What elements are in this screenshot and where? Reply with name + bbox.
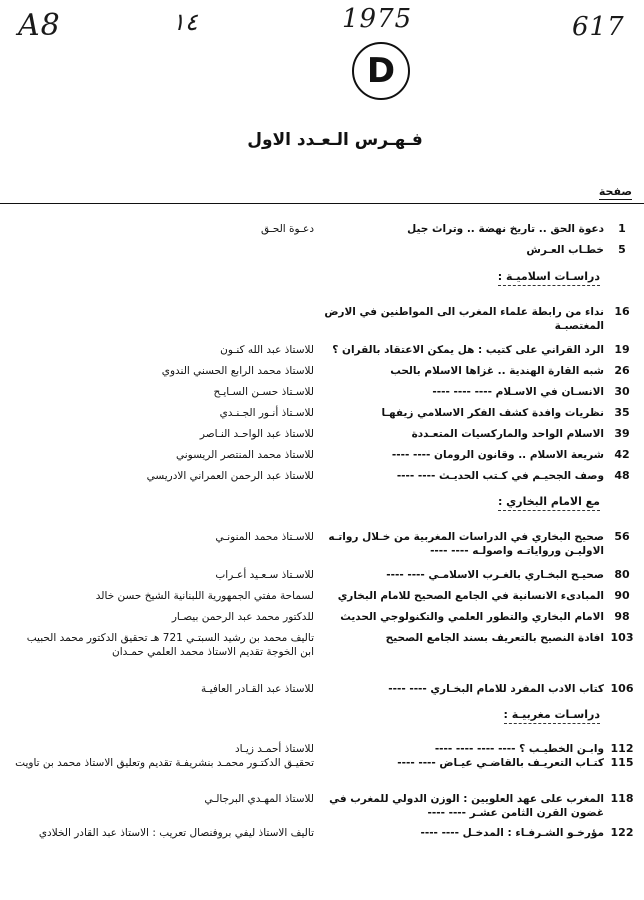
entry-title: المغرب على عهد العلويين : الوزن الدولي للمغرب في غضون القرن الثامن عشـر ---- ---- <box>329 793 604 819</box>
section-islamic-studies: دراسـات اسلاميـة : <box>498 270 600 286</box>
entry-page: 56 <box>614 530 630 543</box>
entry-title: الانسـان في الاسـلام ---- ---- ---- <box>432 386 604 398</box>
entry-page: 26 <box>614 364 630 377</box>
entry-page: 35 <box>614 406 630 419</box>
entry-author: للاستاذ المهـدي البرجالـي <box>204 793 314 805</box>
stamp-d: D <box>352 42 410 100</box>
header-divider <box>0 203 644 204</box>
entry-author: للاستاذ عبد الرحمن العمراني الادريسي <box>146 470 314 482</box>
entry-title: افادة النصيح بالتعريف بسند الجامع الصحيح <box>385 632 604 644</box>
entry-page: 115 <box>610 756 634 769</box>
entry-page: 30 <box>614 385 630 398</box>
entry-title: الامام البخاري والتطور العلمي والتكنولوجي الحديث <box>340 611 604 623</box>
entry-title: صحيح البخاري في الدراسات المغربية من خـلال رواتـه الاوليـن ورواياتـه واصولـه ---- ---- <box>328 531 604 557</box>
entry-author: للاسـتاذ سـعـيد أعـراب <box>215 569 314 581</box>
handwritten-page-number: 617 <box>572 12 625 42</box>
entry-title: كتاب الادب المفرد للامام البخـاري ---- ---- <box>388 683 604 695</box>
entry-author: للدكتور محمد عبد الرحمن بيصـار <box>171 611 314 623</box>
entry-page: 19 <box>614 343 630 356</box>
entry-author: تاليف محمد بن رشيد السبتـي 721 هـ تحقيق الدكتور محمد الحبيب ابن الخوجة تقديم الاستاذ محمد العلمي حمـدان <box>26 632 314 658</box>
entry-author: تاليف الاستاذ ليفي بروفنصال تعريب : الاستاذ عبد القادر الخلادي <box>38 827 314 839</box>
entry-page: 80 <box>614 568 630 581</box>
section-moroccan-studies: دراسـات مغربيـة : <box>504 708 600 724</box>
entry-page: 122 <box>610 826 634 839</box>
entry-page: 103 <box>610 631 634 644</box>
handwritten-number: ١٤ <box>172 8 198 36</box>
entry-page: 16 <box>614 305 630 318</box>
entry-author: للاسـتاذ حسـن السـايـح <box>213 386 314 398</box>
entry-title: الرد القراني على كتيب : هل يمكن الاعتقاد بالقران ؟ <box>332 344 604 356</box>
entry-page: 98 <box>614 610 630 623</box>
entry-author: للاستاذ عبد القـادر العافيـة <box>201 683 314 695</box>
entry-title: وابـن الخطيـب ؟ ---- ---- ---- ---- <box>434 743 604 755</box>
entry-author: للاسـتاذ أنـور الجـنـدي <box>219 407 314 419</box>
entry-author: تحقيـق الدكتـور محمـد بنشريفـة تقديم وتعليق الاستاذ محمد بن تاويت <box>15 757 314 769</box>
page-title: فـهـرس الـعـدد الاول <box>247 130 423 150</box>
entry-page: 39 <box>614 427 630 440</box>
entry-author: لسماحة مفتي الجمهورية اللبنانية الشيخ حسن خالد <box>95 590 314 602</box>
handwritten-code: A8 <box>18 8 61 43</box>
section-bukhari: مع الامام البخاري : <box>498 495 600 511</box>
entry-author: للاستاذ عبد الله كنـون <box>220 344 314 356</box>
entry-title: نداء من رابطة علماء المغرب الى المواطنين في الارض المغتصبـة <box>324 306 604 332</box>
entry-author: للاسـتاذ محمد المنونـي <box>215 531 314 543</box>
entry-author: دعـوة الحـق <box>260 223 314 235</box>
page-column-header: صفحة <box>598 185 632 198</box>
entry-page: 106 <box>610 682 634 695</box>
entry-title: الاسلام الواحد والماركسيات المتعـددة <box>411 428 604 440</box>
entry-author: للاستاذ محمد المنتصر الريسوني <box>175 449 314 461</box>
entry-title: مؤرخـو الشـرفـاء : المدخـل ---- ---- <box>420 827 604 839</box>
entry-page: 112 <box>610 742 634 755</box>
entry-title: شريعة الاسلام .. وقانون الرومان ---- ---- <box>391 449 604 461</box>
entry-title: كتـاب التعريـف بالقاضـي عيـاض ---- ---- <box>397 757 604 769</box>
entry-page: 90 <box>614 589 630 602</box>
entry-author: للاستاذ محمد الرابع الحسني الندوي <box>161 365 314 377</box>
entry-title: خطـاب العـرش <box>526 244 604 256</box>
entry-page: 5 <box>618 243 626 256</box>
entry-page: 118 <box>610 792 634 805</box>
entry-title: المبادىء الانسانية في الجامع الصحيح للامام البخاري <box>337 590 604 602</box>
entry-title: وصف الجحيـم في كـتب الحديـث ---- ---- <box>396 470 604 482</box>
entry-author: للاستاذ عبد الواحـد النـاصر <box>199 428 314 440</box>
handwritten-year: 1975 <box>342 4 413 34</box>
entry-title: شبه القارة الهندية .. غزاها الاسلام بالحب <box>390 365 604 377</box>
entry-page: 42 <box>614 448 630 461</box>
entry-title: دعوة الحق .. تاريخ نهضة .. وتراث جيل <box>407 223 604 235</box>
entry-title: نظريات وافدة كشف الفكر الاسلامي زيفهـا <box>381 407 604 419</box>
entry-title: صحيـح البخـاري بالغـرب الاسلامـي ---- ---- <box>386 569 604 581</box>
entry-page: 1 <box>618 222 626 235</box>
entry-page: 48 <box>614 469 630 482</box>
entry-author: للاستاذ أحمـد زيـاد <box>235 743 314 755</box>
